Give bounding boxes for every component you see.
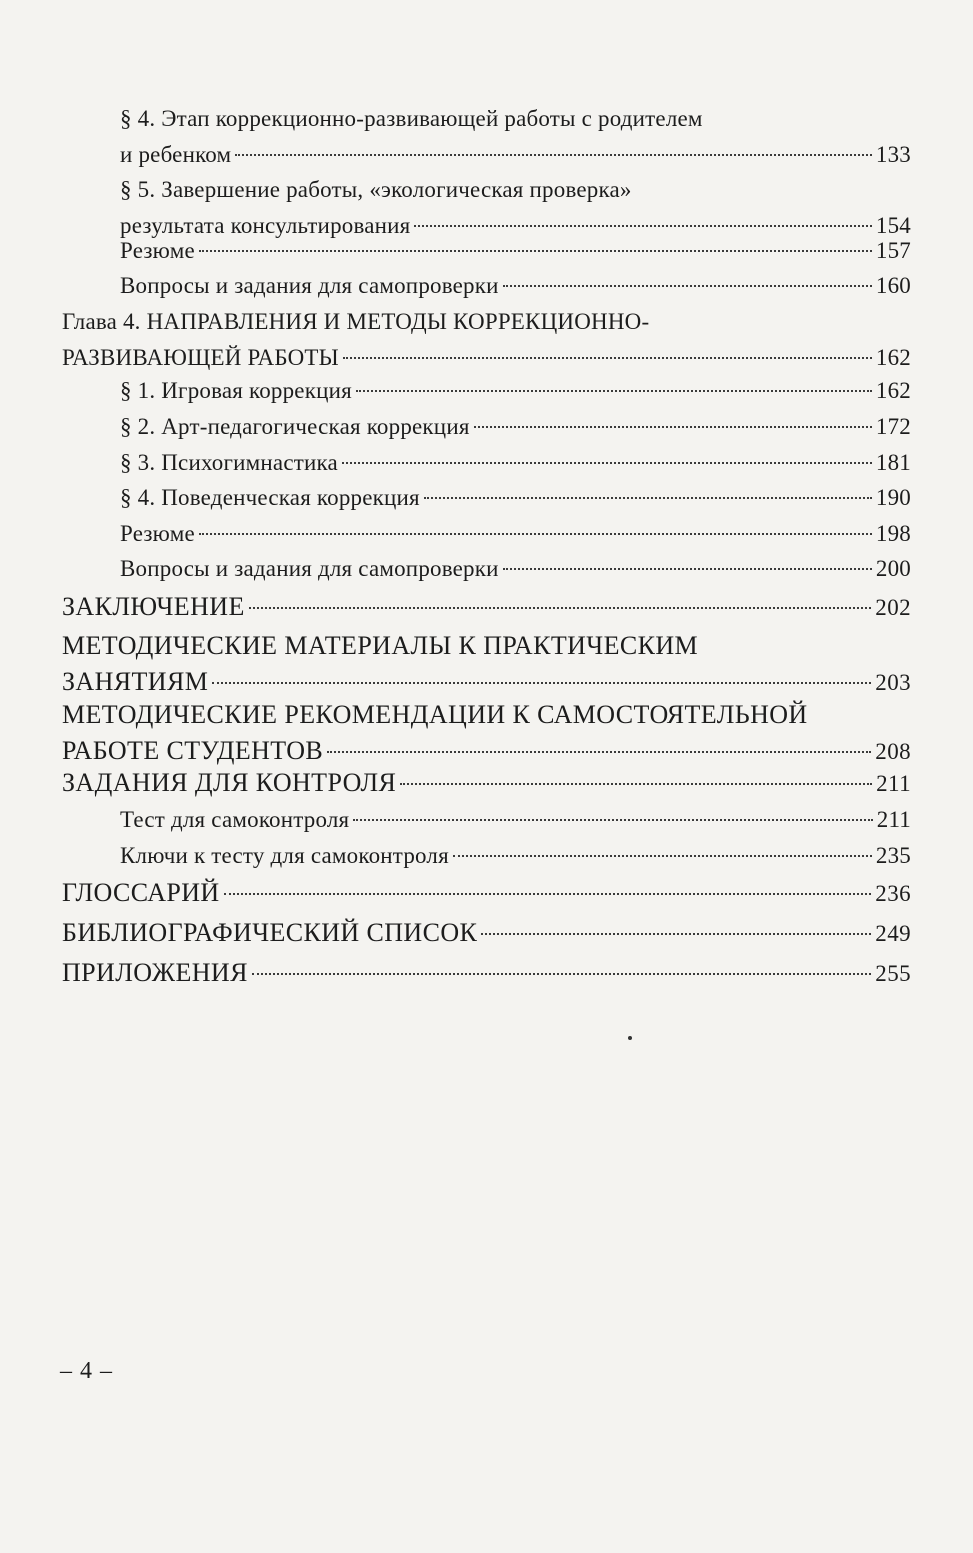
- toc-entry-section: [62, 697, 911, 770]
- toc-entry-page: 133: [875, 142, 911, 167]
- dot-leader: [414, 225, 871, 227]
- toc-entry-page: 160: [875, 273, 911, 298]
- ink-speck: [628, 1036, 632, 1040]
- toc-entry: [120, 373, 911, 409]
- toc-entry-title-line: МЕТОДИЧЕСКИЕ МАТЕРИАЛЫ К ПРАКТИЧЕСКИМ: [62, 631, 699, 660]
- toc-entry: [120, 551, 911, 587]
- toc-entry-title-line: § 2. Арт-педагогическая коррекция: [120, 414, 470, 439]
- toc-entry-section: [62, 589, 911, 626]
- dot-leader: [199, 250, 872, 252]
- toc-entry-title-line: § 4. Поведенческая коррекция: [120, 485, 420, 510]
- toc-entry-page: 211: [876, 771, 911, 796]
- dot-leader: [474, 426, 872, 428]
- toc-entry-title-line: ГЛОССАРИЙ: [62, 878, 220, 907]
- dot-leader: [353, 819, 872, 821]
- toc-entry-page: 235: [875, 843, 911, 868]
- toc-entry-section: [62, 915, 911, 952]
- toc-entry-page: 200: [875, 556, 911, 581]
- toc-entry-section: [62, 955, 911, 992]
- dot-leader: [224, 893, 872, 895]
- toc-entry-page: 198: [875, 521, 911, 546]
- dot-leader: [356, 390, 872, 392]
- toc-entry-page: 157: [875, 238, 911, 263]
- dot-leader: [343, 357, 872, 359]
- toc-entry-page: 181: [875, 450, 911, 475]
- dot-leader: [481, 933, 871, 935]
- dot-leader: [212, 682, 871, 684]
- dot-leader: [424, 497, 872, 499]
- toc-entry-title-line: РАЗВИВАЮЩЕЙ РАБОТЫ: [62, 345, 339, 370]
- dot-leader: [503, 568, 872, 570]
- toc-entry-section: [62, 628, 911, 701]
- toc-entry-title-line: Резюме: [120, 238, 195, 263]
- toc-entry-title-line: ЗАКЛЮЧЕНИЕ: [62, 592, 245, 621]
- toc-entry: [120, 838, 911, 874]
- dot-leader: [235, 154, 872, 156]
- toc-entry-page: 162: [875, 378, 911, 403]
- toc-entry: [120, 480, 911, 516]
- toc-entry-page: 249: [875, 921, 911, 946]
- toc-entry-page: 208: [875, 739, 911, 764]
- toc-entry: [120, 101, 911, 173]
- toc-entry-page: 172: [875, 414, 911, 439]
- dot-leader: [342, 462, 872, 464]
- toc-entry-title-line: ПРИЛОЖЕНИЯ: [62, 958, 248, 987]
- toc-entry-title-line: § 4. Этап коррекционно-развивающей работы с родителем: [120, 106, 703, 131]
- toc-entry-title-line: ЗАНЯТИЯМ: [62, 667, 209, 696]
- toc-entry: [120, 802, 911, 838]
- toc-entry-title-line: и ребенком: [120, 142, 232, 167]
- toc-entry-title-line: Ключи к тесту для самоконтроля: [120, 843, 449, 868]
- dot-leader: [249, 607, 872, 609]
- toc-entry-title-line: Тест для самоконтроля: [120, 807, 350, 832]
- toc-entry-page: 154: [875, 213, 911, 238]
- toc-entry-title-line: Резюме: [120, 521, 195, 546]
- toc-entry-title-line: Вопросы и задания для самопроверки: [120, 556, 499, 581]
- page-number: – 4 –: [60, 1358, 113, 1384]
- dot-leader: [400, 783, 872, 785]
- toc-entry-section: [62, 875, 911, 912]
- toc-entry-title-line: РАБОТЕ СТУДЕНТОВ: [62, 736, 324, 765]
- toc-entry-title-line: § 3. Психогимнастика: [120, 450, 338, 475]
- toc-entry-title-line: Глава 4. НАПРАВЛЕНИЯ И МЕТОДЫ КОРРЕКЦИОННО-: [62, 309, 650, 334]
- toc-entry: [120, 233, 911, 269]
- toc-entry-title-line: ЗАДАНИЯ ДЛЯ КОНТРОЛЯ: [62, 768, 397, 797]
- toc-entry-title-line: § 1. Игровая коррекция: [120, 378, 352, 403]
- toc-entry-page: 236: [875, 881, 911, 906]
- dot-leader: [503, 285, 872, 287]
- toc-entry: [120, 409, 911, 445]
- toc-entry-page: 202: [875, 595, 911, 620]
- toc-entry-title-line: МЕТОДИЧЕСКИЕ РЕКОМЕНДАЦИИ К САМОСТОЯТЕЛЬНОЙ: [62, 700, 808, 729]
- toc-entry-page: 203: [875, 670, 911, 695]
- toc-entry: [120, 516, 911, 552]
- toc-entry-page: 190: [875, 485, 911, 510]
- dot-leader: [327, 751, 871, 753]
- toc-entry-page: 255: [875, 961, 911, 986]
- dot-leader: [252, 973, 871, 975]
- toc-entry-section: [62, 765, 911, 802]
- toc-entry-title-line: Вопросы и задания для самопроверки: [120, 273, 499, 298]
- toc-entry-title-line: результата консультирования: [120, 213, 411, 238]
- toc-entry-page: 211: [876, 807, 911, 832]
- toc-entry-chapter: [62, 304, 911, 376]
- toc-entry: [120, 268, 911, 304]
- toc-entry-title-line: БИБЛИОГРАФИЧЕСКИЙ СПИСОК: [62, 918, 478, 947]
- dot-leader: [199, 533, 872, 535]
- toc-entry-page: 162: [875, 345, 911, 370]
- dot-leader: [453, 855, 872, 857]
- toc-entry-title-line: § 5. Завершение работы, «экологическая проверка»: [120, 177, 632, 202]
- toc-entry: [120, 445, 911, 481]
